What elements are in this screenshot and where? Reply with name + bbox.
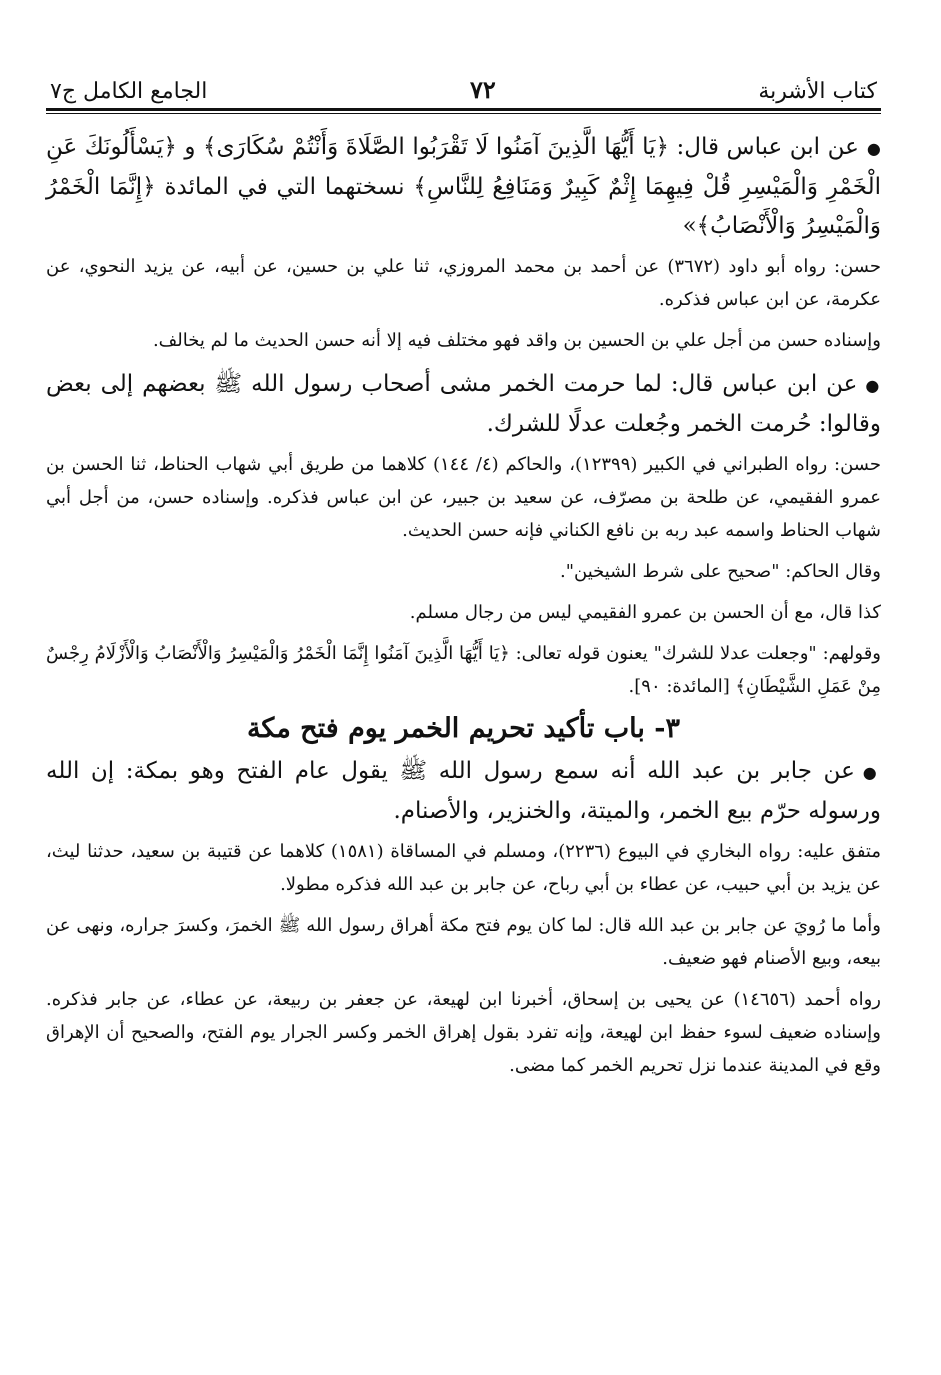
weak-report-takhrij: رواه أحمد (١٤٦٥٦) عن يحيى بن إسحاق، أخبرنا ابن لهيعة، عن جعفر بن ربيعة، عن عطاء، عن جابر فذكره. وإسناده ضعيف لسوء حفظ ابن لهيعة، وإنه تفرد بقول إهراق الخمر وكسر الجرار يوم الفتح، والصحيح أن الإهراق وقع في المدينة عندما نزل تحريم الخمر كما مضى. [46,989,882,1076]
page-number: ٧٢ [469,75,496,104]
hakim-note: وقال الحاكم: "صحيح على شرط الشيخين". [560,561,881,582]
header-thin-rule [46,113,881,114]
page-body [46,128,881,1082]
explanation-note: وقولهم: "وجعلت عدلا للشرك" يعنون قوله تعالى: ﴿يَا أَيُّهَا الَّذِينَ آمَنُوا إِنَّمَا الْخَمْرُ وَالْمَيْسِرُ وَالْأَنْصَابُ وَالْأَزْلَامُ رِجْسٌ مِنْ عَمَلِ الشَّيْطَانِ﴾ [المائدة: ٩٠]. [46,643,881,697]
bullet-icon: ● [862,763,881,782]
hadith-3-text: عن جابر بن عبد الله أنه سمع رسول الله ﷺ يقول عام الفتح وهو بمكة: إن الله ورسوله حرّم بيع الخمر، والميتة، والخنزير، والأصنام. [46,758,881,824]
header-thick-rule [46,108,881,111]
header-book-title: الجامع الكامل ج٧ [50,79,208,104]
takhrij-note: حسن: رواه الطبراني في الكبير (١٢٣٩٩)، والحاكم (٤/ ١٤٤) كلاهما من طريق أبي شهاب الحناط، ثنا الحسن بن عمرو الفقيمي، عن طلحة بن مصرّف، عن سعيد بن جبير، عن ابن عباس فذكره. وإسناده حسن، من أجل أبي شهاب الحناط واسمه عبد ربه بن نافع الكناني فإنه حسن الحديث. [46,454,881,541]
weak-report-note: وأما ما رُويَ عن جابر بن عبد الله قال: لما كان يوم فتح مكة أهراق رسول الله ﷺ الخمرَ، وكسرَ جراره، ونهى عن بيعه، وبيع الأصنام فهو ضعيف. [46,915,881,969]
grading-note: وإسناده حسن من أجل علي بن الحسين بن واقد فهو مختلف فيه إلا أنه حسن الحديث ما لم يخالف. [152,330,881,351]
hadith-text [46,365,881,444]
hadith-text [46,128,881,246]
hadith-text [46,752,881,831]
bullet-icon: ● [866,139,881,158]
comment-note: كذا قال، مع أن الحسن بن عمرو الفقيمي ليس من رجال مسلم. [409,602,881,623]
header-chapter-title: كتاب الأشربة [758,79,877,104]
hadith-2-text: عن ابن عباس قال: لما حرمت الخمر مشى أصحاب رسول الله ﷺ بعضهم إلى بعض وقالوا: حُرمت الخمر وجُعلت عدلًا للشرك. [46,371,881,437]
takhrij-note: متفق عليه: رواه البخاري في البيوع (٢٢٣٦)، ومسلم في المساقاة (١٥٨١) كلاهما عن قتيبة بن سعيد، حدثنا ليث، عن يزيد بن أبي حبيب، عن عطاء بن أبي رباح، عن جابر بن عبد الله فذكره مطولا. [46,841,882,895]
running-header [46,62,881,104]
hadith-1-text: عن ابن عباس قال: ﴿يَا أَيُّهَا الَّذِينَ آمَنُوا لَا تَقْرَبُوا الصَّلَاةَ وَأَنْتُمْ سُكَارَى﴾ و ﴿يَسْأَلُونَكَ عَنِ الْخَمْرِ وَالْمَيْسِرِ قُلْ فِيهِمَا إِثْمٌ كَبِيرٌ وَمَنَافِعُ لِلنَّاسِ﴾ نسختهما التي في المائدة ﴿إِنَّمَا الْخَمْرُ وَالْمَيْسِرُ وَالْأَنْصَابُ﴾» [46,134,881,239]
takhrij-note: حسن: رواه أبو داود (٣٦٧٢) عن أحمد بن محمد المروزي، ثنا علي بن حسين، عن أبيه، عن يزيد النحوي، عن عكرمة، عن ابن عباس فذكره. [46,256,881,310]
chapter-heading: ٣- باب تأكيد تحريم الخمر يوم فتح مكة [246,713,681,744]
bullet-icon: ● [865,376,881,395]
